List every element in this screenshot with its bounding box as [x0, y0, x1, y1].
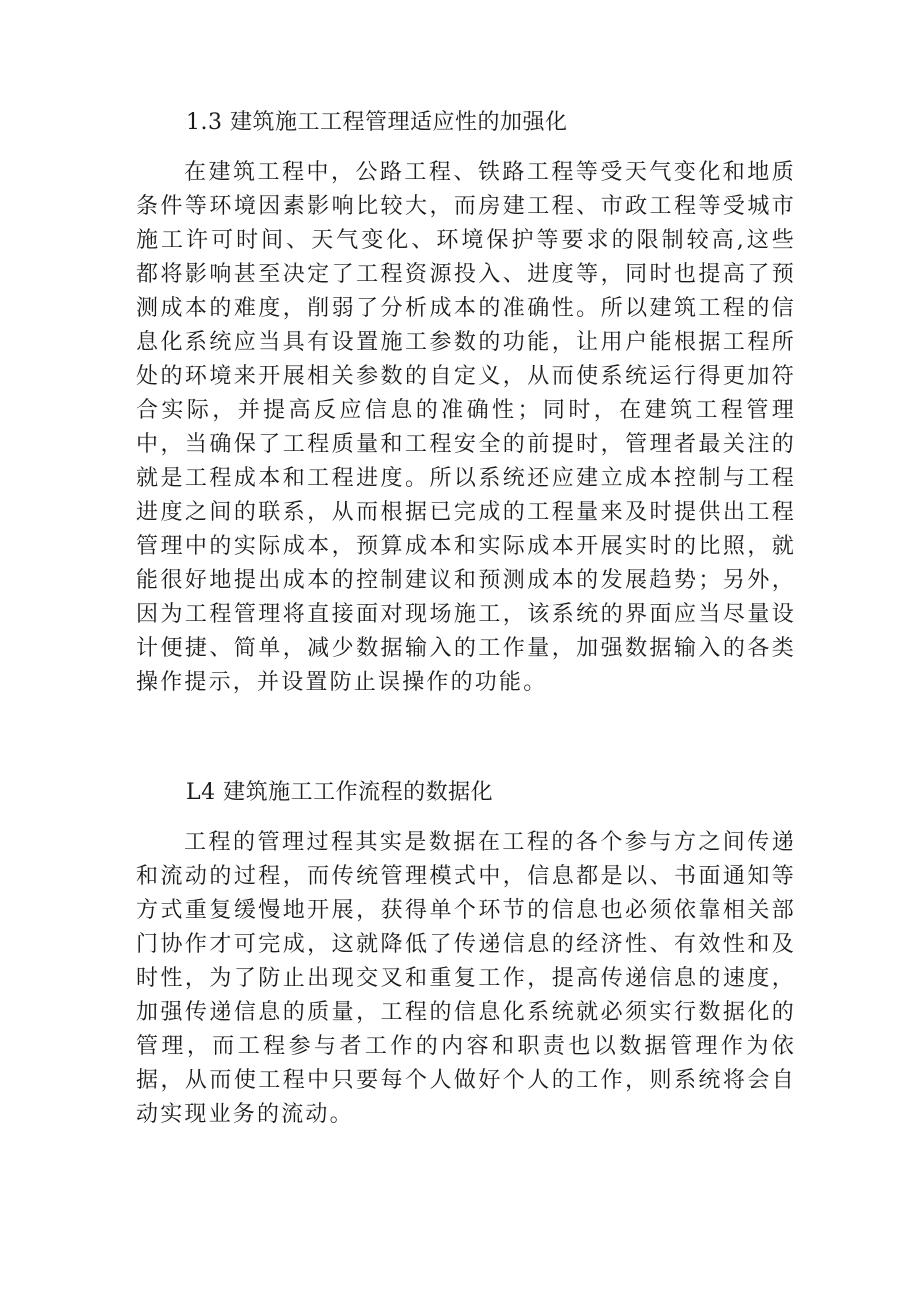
section-paragraph-l4: 工程的管理过程其实是数据在工程的各个参与方之间传递和流动的过程，而传统管理模式中，信息都是以、书面通知等方式重复缓慢地开展，获得单个环节的信息也必须依靠相关部门协作才可完成，这就降低了传递信息的经济性、有效性和及时性，为了防止出现交叉和重复工作，提高传递信息的速度，加强传递信息的质量，工程的信息化系统就必须实行数据化的管理，而工程参与者工作的内容和职责也以数据管理作为依据，从而使工程中只要每个人做好个人的工作，则系统将会自动实现业务的流动。	[136, 830, 796, 1127]
section-heading-l4: L4 建筑施工工作流程的数据化	[186, 780, 494, 805]
section-heading-1-3: 1.3 建筑施工工程管理适应性的加强化	[186, 110, 568, 135]
section-paragraph-1-3: 在建筑工程中，公路工程、铁路工程等受天气变化和地质条件等环境因素影响比较大，而房建工程、市政工程等受城市施工许可时间、天气变化、环境保护等要求的限制较高,这些都将影响甚至决定了工程资源投入、进度等，同时也提高了预测成本的难度，削弱了分析成本的准确性。所以建筑工程的信息化系统应当具有设置施工参数的功能，让用户能根据工程所处的环境来开展相关参数的自定义，从而使系统运行得更加符合实际，并提高反应信息的准确性；同时，在建筑工程管理中，当确保了工程质量和工程安全的前提时，管理者最关注的就是工程成本和工程进度。所以系统还应建立成本控制与工程进度之间的联系，从而根据已完成的工程量来及时提供出工程管理中的实际成本，预算成本和实际成本开展实时的比照，就能很好地提出成本的控制建议和预测成本的发展趋势；另外，因为工程管理将直接面对现场施工，该系统的界面应当尽量设计便捷、简单，减少数据输入的工作量，加强数据输入的各类操作提示，并设置防止误操作的功能。	[136, 160, 796, 695]
